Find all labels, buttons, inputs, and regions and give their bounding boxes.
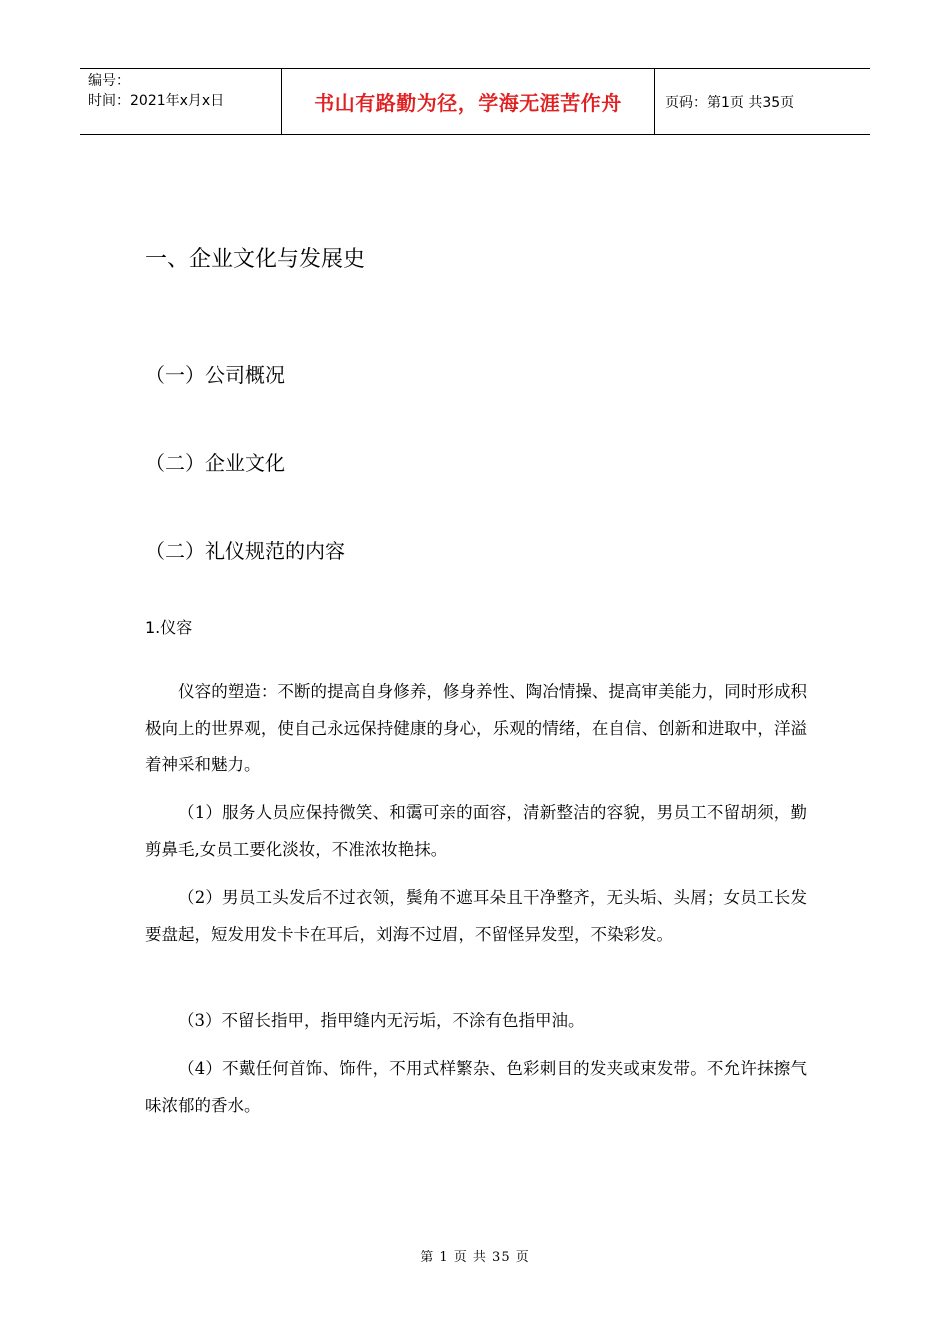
header-page-info-cell bbox=[655, 69, 870, 134]
paragraph-item-3: （3）不留长指甲，指甲缝内无污垢，不涂有色指甲油。 bbox=[178, 1011, 585, 1030]
section-heading-overview: （一）公司概况 bbox=[145, 363, 285, 387]
paragraph-item-2: （2）男员工头发后不过衣领，鬓角不遮耳朵且干净整齐，无头垢、头屑；女员工长发要盘起，短发用发卡卡在耳后，刘海不过眉，不留怪异发型，不染彩发。 bbox=[145, 888, 807, 944]
document-number-label: 编号： bbox=[88, 73, 130, 89]
paragraph-item-4: （4）不戴任何首饰、饰件，不用式样繁杂、色彩刺目的发夹或束发带。不允许抹擦气味浓郁的香水。 bbox=[145, 1059, 807, 1115]
paragraph-intro: 仪容的塑造：不断的提高自身修养，修身养性、陶冶情操、提高审美能力，同时形成积极向上的世界观，使自己永远保持健康的身心，乐观的情绪，在自信、创新和进取中，洋溢着神采和魅力。 bbox=[145, 682, 807, 774]
header-motto-cell bbox=[282, 69, 655, 134]
header-meta bbox=[80, 69, 282, 134]
header-motto: 书山有路勤为径，学海无涯苦作舟 bbox=[314, 91, 622, 115]
section-heading-etiquette: （二）礼仪规范的内容 bbox=[145, 539, 345, 563]
paragraph-item-1: （1）服务人员应保持微笑、和霭可亲的面容，清新整洁的容貌，男员工不留胡须，勤剪鼻毛,女员工要化淡妆，不准浓妆艳抹。 bbox=[145, 803, 807, 859]
page-footer: 第 1 页 共 35 页 bbox=[420, 1250, 530, 1265]
header-page-info: 页码：第1页 共35页 bbox=[665, 94, 795, 111]
page-header bbox=[80, 68, 870, 135]
section-heading-culture: （二）企业文化 bbox=[145, 451, 285, 475]
subsection-heading: 1.仪容 bbox=[145, 618, 193, 637]
document-time-label: 时间：2021年x月x日 bbox=[88, 93, 225, 109]
chapter-title: 一、企业文化与发展史 bbox=[145, 247, 366, 272]
